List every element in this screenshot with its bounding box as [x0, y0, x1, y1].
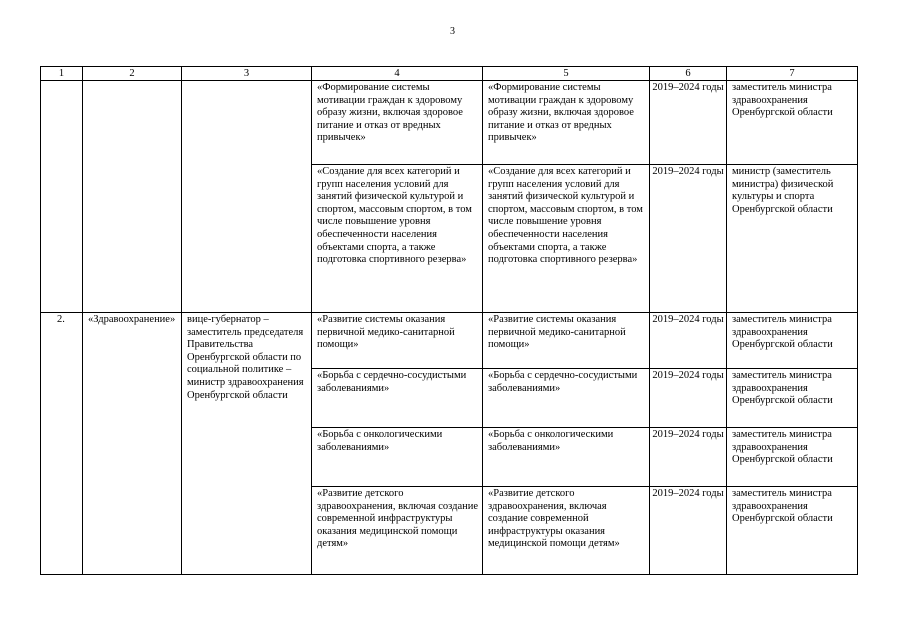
federal-project-cell: «Развитие детского здравоохранения, включая создание современной инфраструктуры оказания медицинской помощи детям»: [483, 487, 650, 575]
projects-table: [40, 66, 858, 575]
period-cell: 2019–2024 годы: [650, 369, 727, 428]
section1-name-cell: [83, 81, 182, 313]
period-cell: 2019–2024 годы: [650, 428, 727, 487]
responsible-cell: заместитель министра здравоохранения Оренбургской области: [727, 369, 858, 428]
section2-curator: вице-губернатор – заместитель председателя Правительства Оренбургской области по социальной политике – министр здравоохранения Оренбургской области: [182, 313, 312, 575]
regional-project-cell: «Формирование системы мотивации граждан к здоровому образу жизни, включая здоровое питание и отказ от вредных привычек»: [312, 81, 483, 165]
column-header: 6: [650, 67, 727, 81]
responsible-cell: заместитель министра здравоохранения Оренбургской области: [727, 81, 858, 165]
regional-project-cell: «Развитие детского здравоохранения, включая создание современной инфраструктуры оказания медицинской помощи детям»: [312, 487, 483, 575]
regional-project-cell: «Развитие системы оказания первичной медико-санитарной помощи»: [312, 313, 483, 369]
period-cell: 2019–2024 годы: [650, 81, 727, 165]
period-cell: 2019–2024 годы: [650, 487, 727, 575]
table-row: [41, 313, 858, 369]
federal-project-cell: «Развитие системы оказания первичной медико-санитарной помощи»: [483, 313, 650, 369]
regional-project-cell: «Борьба с онкологическими заболеваниями»: [312, 428, 483, 487]
column-header: 1: [41, 67, 83, 81]
column-header: 3: [182, 67, 312, 81]
federal-project-cell: «Борьба с сердечно-сосудистыми заболеваниями»: [483, 369, 650, 428]
table-row: [41, 81, 858, 165]
column-header: 7: [727, 67, 858, 81]
federal-project-cell: «Создание для всех категорий и групп населения условий для занятий физической культурой и спортом, массовым спортом, в том числе повышение уровня обеспеченности населения объектами спорта, а также подготовка спортивного резерва»: [483, 165, 650, 313]
responsible-cell: заместитель министра здравоохранения Оренбургской области: [727, 487, 858, 575]
responsible-cell: заместитель министра здравоохранения Оренбургской области: [727, 313, 858, 369]
period-cell: 2019–2024 годы: [650, 313, 727, 369]
regional-project-cell: «Создание для всех категорий и групп населения условий для занятий физической культурой и спортом, массовым спортом, в том числе повышение уровня обеспеченности населения объектами спорта, а также подготовка спортивного резерва»: [312, 165, 483, 313]
section1-curator-cell: [182, 81, 312, 313]
column-number-row: [41, 67, 858, 81]
responsible-cell: министр (заместитель министра) физической культуры и спорта Оренбургской области: [727, 165, 858, 313]
section1-number-cell: [41, 81, 83, 313]
regional-project-cell: «Борьба с сердечно-сосудистыми заболеваниями»: [312, 369, 483, 428]
section2-number: 2.: [41, 313, 83, 575]
federal-project-cell: «Борьба с онкологическими заболеваниями»: [483, 428, 650, 487]
page-number: 3: [450, 26, 455, 37]
period-cell: 2019–2024 годы: [650, 165, 727, 313]
section2-name: «Здравоохранение»: [83, 313, 182, 575]
column-header: 4: [312, 67, 483, 81]
responsible-cell: заместитель министра здравоохранения Оренбургской области: [727, 428, 858, 487]
federal-project-cell: «Формирование системы мотивации граждан к здоровому образу жизни, включая здоровое питание и отказ от вредных привычек»: [483, 81, 650, 165]
column-header: 5: [483, 67, 650, 81]
column-header: 2: [83, 67, 182, 81]
